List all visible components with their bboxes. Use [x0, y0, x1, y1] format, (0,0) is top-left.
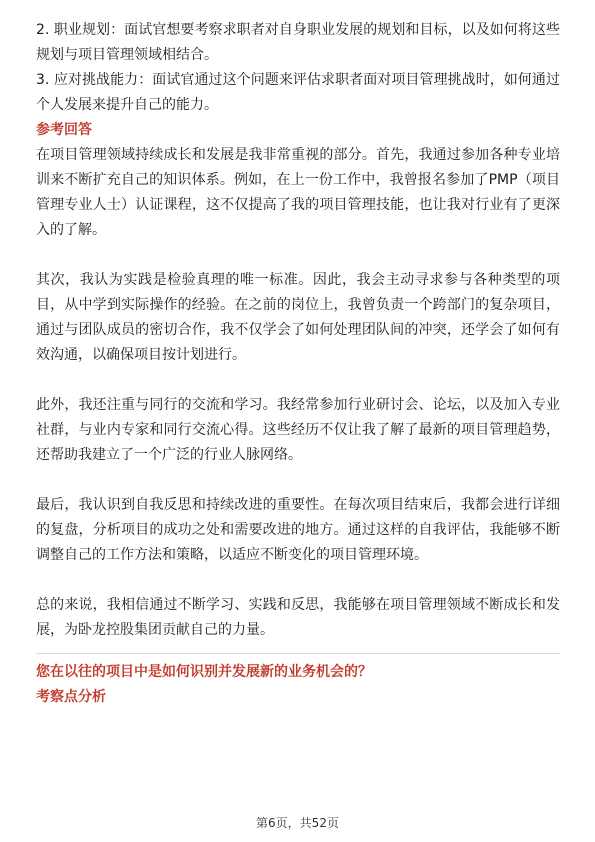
answer-paragraph-4: 最后，我认识到自我反思和持续改进的重要性。在每次项目结束后，我都会进行详细的复盘，分析项目的成功之处和需要改进的地方。通过这样的自我评估，我能够不断调整自己的工作方法和策略，以适应不断变化的项目管理环境。 [36, 497, 560, 563]
answer-heading: 参考回答 [36, 122, 92, 138]
intro-point-2: 2. 职业规划：面试官想要考察求职者对自身职业发展的规划和目标，以及如何将这些规划与项目管理领域相结合。 [36, 22, 560, 63]
section-divider [36, 653, 560, 654]
next-question: 您在以往的项目中是如何识别并发展新的业务机会的？ [36, 664, 372, 680]
analysis-heading: 考察点分析 [36, 689, 106, 705]
page-number: 第6页，共52页 [256, 816, 339, 830]
answer-paragraph-1: 在项目管理领域持续成长和发展是我非常重视的部分。首先，我通过参加各种专业培训来不断扩充自己的知识体系。例如，在上一份工作中，我曾报名参加了PMP（项目管理专业人士）认证课程，这不仅提高了我的项目管理技能，也让我对行业有了更深入的了解。 [36, 147, 560, 238]
answer-paragraph-2: 其次，我认为实践是检验真理的唯一标准。因此，我会主动寻求参与各种类型的项目，从中学到实际操作的经验。在之前的岗位上，我曾负责一个跨部门的复杂项目，通过与团队成员的密切合作，我不仅学会了如何处理团队间的冲突，还学会了如何有效沟通，以确保项目按计划进行。 [36, 272, 560, 363]
answer-paragraph-3: 此外，我还注重与同行的交流和学习。我经常参加行业研讨会、论坛，以及加入专业社群，与业内专家和同行交流心得。这些经历不仅让我了解了最新的项目管理趋势，还帮助我建立了一个广泛的行业人脉网络。 [36, 397, 560, 463]
paragraph-spacer [36, 368, 560, 393]
paragraph-spacer [36, 468, 560, 493]
paragraph-spacer [36, 568, 560, 593]
paragraph-spacer [36, 243, 560, 268]
answer-paragraph-5: 总的来说，我相信通过不断学习、实践和反思，我能够在项目管理领域不断成长和发展，为卧龙控股集团贡献自己的力量。 [36, 597, 560, 638]
page-content [36, 18, 560, 710]
intro-point-3: 3. 应对挑战能力：面试官通过这个问题来评估求职者面对项目管理挑战时，如何通过个人发展来提升自己的能力。 [36, 72, 560, 113]
